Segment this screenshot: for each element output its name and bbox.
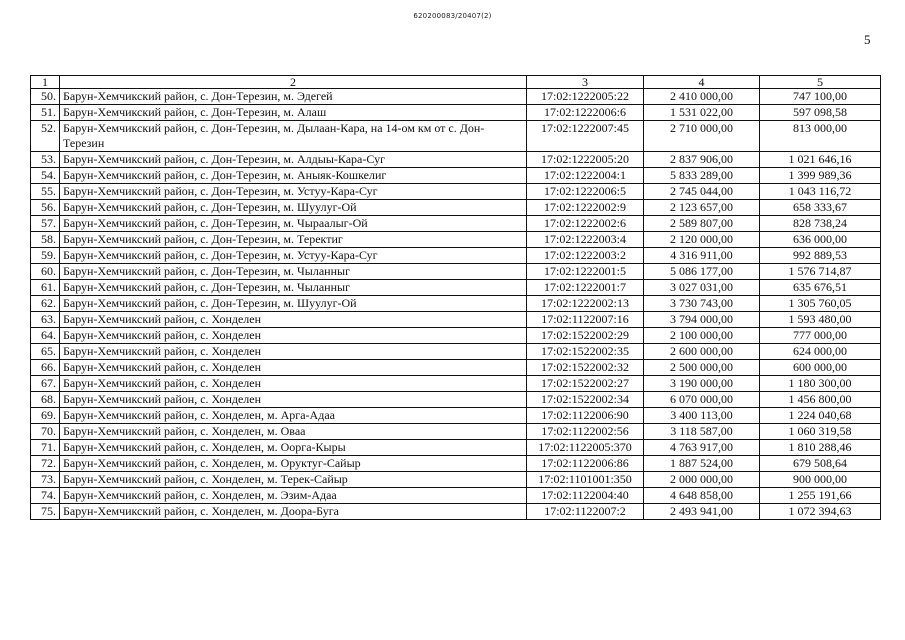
value-cell: 1 255 191,66 <box>760 488 881 504</box>
value-cell: 777 000,00 <box>760 328 881 344</box>
value-cell: 1 399 989,36 <box>760 168 881 184</box>
cadastral-number: 17:02:1222007:45 <box>527 121 644 152</box>
row-number: 60. <box>31 264 60 280</box>
table-row <box>31 328 881 344</box>
row-number: 52. <box>31 121 60 152</box>
cadastral-number: 17:02:1522002:32 <box>527 360 644 376</box>
cadastral-number: 17:02:1222006:5 <box>527 184 644 200</box>
location-name: Барун-Хемчикский район, с. Дон-Терезин, м. Теректиг <box>60 232 527 248</box>
location-name: Барун-Хемчикский район, с. Хонделен, м. Терек-Сайыр <box>60 472 527 488</box>
row-number: 71. <box>31 440 60 456</box>
value-cell: 3 400 113,00 <box>644 408 760 424</box>
cadastral-number: 17:02:1122006:86 <box>527 456 644 472</box>
table-row <box>31 216 881 232</box>
location-name: Барун-Хемчикский район, с. Хонделен <box>60 328 527 344</box>
location-name: Барун-Хемчикский район, с. Хонделен <box>60 392 527 408</box>
table-row <box>31 89 881 105</box>
cadastral-number: 17:02:1222003:4 <box>527 232 644 248</box>
value-cell: 5 086 177,00 <box>644 264 760 280</box>
location-name: Барун-Хемчикский район, с. Дон-Терезин, м. Дылаан-Кара, на 14-ом км от с. Дон-Терезин <box>60 121 527 152</box>
cadastral-number: 17:02:1222002:6 <box>527 216 644 232</box>
value-cell: 1 072 394,63 <box>760 504 881 520</box>
value-cell: 2 410 000,00 <box>644 89 760 105</box>
location-name: Барун-Хемчикский район, с. Хонделен <box>60 344 527 360</box>
value-cell: 1 060 319,58 <box>760 424 881 440</box>
value-cell: 658 333,67 <box>760 200 881 216</box>
value-cell: 1 305 760,05 <box>760 296 881 312</box>
cadastral-number: 17:02:1222002:9 <box>527 200 644 216</box>
row-number: 53. <box>31 152 60 168</box>
value-cell: 3 118 587,00 <box>644 424 760 440</box>
column-header: 1 <box>31 76 60 89</box>
value-cell: 1 576 714,87 <box>760 264 881 280</box>
row-number: 51. <box>31 105 60 121</box>
cadastral-number: 17:02:1122007:16 <box>527 312 644 328</box>
row-number: 67. <box>31 376 60 392</box>
cadastral-number: 17:02:1222002:13 <box>527 296 644 312</box>
table-row <box>31 472 881 488</box>
value-cell: 828 738,24 <box>760 216 881 232</box>
cadastral-number: 17:02:1222001:5 <box>527 264 644 280</box>
value-cell: 3 190 000,00 <box>644 376 760 392</box>
row-number: 57. <box>31 216 60 232</box>
value-cell: 5 833 289,00 <box>644 168 760 184</box>
value-cell: 635 676,51 <box>760 280 881 296</box>
table-row <box>31 344 881 360</box>
row-number: 63. <box>31 312 60 328</box>
row-number: 70. <box>31 424 60 440</box>
location-name: Барун-Хемчикский район, с. Дон-Терезин, м. Алдыы-Кара-Суг <box>60 152 527 168</box>
cadastral-number: 17:02:1122004:40 <box>527 488 644 504</box>
table-row <box>31 456 881 472</box>
value-cell: 1 224 040,68 <box>760 408 881 424</box>
value-cell: 1 180 300,00 <box>760 376 881 392</box>
value-cell: 2 745 044,00 <box>644 184 760 200</box>
row-number: 73. <box>31 472 60 488</box>
value-cell: 992 889,53 <box>760 248 881 264</box>
row-number: 69. <box>31 408 60 424</box>
table-row <box>31 376 881 392</box>
column-header: 3 <box>527 76 644 89</box>
value-cell: 1 887 524,00 <box>644 456 760 472</box>
value-cell: 1 043 116,72 <box>760 184 881 200</box>
page-number: 5 <box>864 32 871 47</box>
cadastral-number: 17:02:1522002:35 <box>527 344 644 360</box>
location-name: Барун-Хемчикский район, с. Хонделен, м. Эзим-Адаа <box>60 488 527 504</box>
table-row <box>31 280 881 296</box>
table-row <box>31 312 881 328</box>
row-number: 66. <box>31 360 60 376</box>
cadastral-number: 17:02:1122002:56 <box>527 424 644 440</box>
value-cell: 1 456 800,00 <box>760 392 881 408</box>
row-number: 65. <box>31 344 60 360</box>
table-row <box>31 168 881 184</box>
value-cell: 2 589 807,00 <box>644 216 760 232</box>
location-name: Барун-Хемчикский район, с. Дон-Терезин, м. Чыраалыг-Ой <box>60 216 527 232</box>
value-cell: 2 000 000,00 <box>644 472 760 488</box>
value-cell: 679 508,64 <box>760 456 881 472</box>
table-row <box>31 232 881 248</box>
table-row <box>31 105 881 121</box>
value-cell: 597 098,58 <box>760 105 881 121</box>
cadastral-number: 17:02:1122005:370 <box>527 440 644 456</box>
row-number: 58. <box>31 232 60 248</box>
value-cell: 2 100 000,00 <box>644 328 760 344</box>
location-name: Барун-Хемчикский район, с. Дон-Терезин, м. Аныяк-Кошкелиг <box>60 168 527 184</box>
value-cell: 2 837 906,00 <box>644 152 760 168</box>
table-row <box>31 200 881 216</box>
document-id: 620200083/20407(2) <box>413 12 492 20</box>
table-row <box>31 152 881 168</box>
location-name: Барун-Хемчикский район, с. Дон-Терезин, м. Чыланныг <box>60 280 527 296</box>
row-number: 75. <box>31 504 60 520</box>
location-name: Барун-Хемчикский район, с. Хонделен <box>60 360 527 376</box>
location-name: Барун-Хемчикский район, с. Дон-Терезин, м. Чыланныг <box>60 264 527 280</box>
row-number: 64. <box>31 328 60 344</box>
row-number: 50. <box>31 89 60 105</box>
value-cell: 1 531 022,00 <box>644 105 760 121</box>
cadastral-number: 17:02:1222005:22 <box>527 89 644 105</box>
row-number: 56. <box>31 200 60 216</box>
cadastral-number: 17:02:1222003:2 <box>527 248 644 264</box>
cadastral-number: 17:02:1122007:2 <box>527 504 644 520</box>
column-header: 5 <box>760 76 881 89</box>
location-name: Барун-Хемчикский район, с. Хонделен, м. Доора-Буга <box>60 504 527 520</box>
location-name: Барун-Хемчикский район, с. Дон-Терезин, м. Устуу-Кара-Суг <box>60 184 527 200</box>
cadastral-number: 17:02:1222006:6 <box>527 105 644 121</box>
table-row <box>31 504 881 520</box>
table-row <box>31 248 881 264</box>
value-cell: 624 000,00 <box>760 344 881 360</box>
location-name: Барун-Хемчикский район, с. Дон-Терезин, м. Устуу-Кара-Суг <box>60 248 527 264</box>
table-row <box>31 184 881 200</box>
column-header: 2 <box>60 76 527 89</box>
value-cell: 636 000,00 <box>760 232 881 248</box>
table-row <box>31 296 881 312</box>
value-cell: 2 123 657,00 <box>644 200 760 216</box>
value-cell: 4 648 858,00 <box>644 488 760 504</box>
cadastral-number: 17:02:1522002:27 <box>527 376 644 392</box>
row-number: 72. <box>31 456 60 472</box>
value-cell: 2 493 941,00 <box>644 504 760 520</box>
location-name: Барун-Хемчикский район, с. Хонделен, м. Оваа <box>60 424 527 440</box>
value-cell: 1 593 480,00 <box>760 312 881 328</box>
cadastral-number: 17:02:1522002:34 <box>527 392 644 408</box>
location-name: Барун-Хемчикский район, с. Хонделен <box>60 312 527 328</box>
table-row <box>31 121 881 152</box>
value-cell: 4 316 911,00 <box>644 248 760 264</box>
value-cell: 2 710 000,00 <box>644 121 760 152</box>
row-number: 74. <box>31 488 60 504</box>
table-row <box>31 360 881 376</box>
row-number: 68. <box>31 392 60 408</box>
cadastral-number: 17:02:1101001:350 <box>527 472 644 488</box>
table-row <box>31 424 881 440</box>
value-cell: 600 000,00 <box>760 360 881 376</box>
cadastral-number: 17:02:1122006:90 <box>527 408 644 424</box>
value-cell: 3 730 743,00 <box>644 296 760 312</box>
cadastral-number: 17:02:1222004:1 <box>527 168 644 184</box>
location-name: Барун-Хемчикский район, с. Хонделен, м. Оруктуг-Сайыр <box>60 456 527 472</box>
value-cell: 2 500 000,00 <box>644 360 760 376</box>
table-row <box>31 440 881 456</box>
table-body <box>31 89 881 520</box>
value-cell: 2 120 000,00 <box>644 232 760 248</box>
row-number: 59. <box>31 248 60 264</box>
cadastral-number: 17:02:1222005:20 <box>527 152 644 168</box>
cadastral-number: 17:02:1522002:29 <box>527 328 644 344</box>
value-cell: 4 763 917,00 <box>644 440 760 456</box>
column-header: 4 <box>644 76 760 89</box>
location-name: Барун-Хемчикский район, с. Дон-Терезин, м. Алаш <box>60 105 527 121</box>
table-row <box>31 408 881 424</box>
table-header-row <box>31 76 881 89</box>
value-cell: 747 100,00 <box>760 89 881 105</box>
row-number: 55. <box>31 184 60 200</box>
value-cell: 3 027 031,00 <box>644 280 760 296</box>
location-name: Барун-Хемчикский район, с. Дон-Терезин, м. Шуулуг-Ой <box>60 296 527 312</box>
value-cell: 3 794 000,00 <box>644 312 760 328</box>
value-cell: 6 070 000,00 <box>644 392 760 408</box>
value-cell: 2 600 000,00 <box>644 344 760 360</box>
value-cell: 813 000,00 <box>760 121 881 152</box>
location-name: Барун-Хемчикский район, с. Хонделен <box>60 376 527 392</box>
location-name: Барун-Хемчикский район, с. Дон-Терезин, м. Эдегей <box>60 89 527 105</box>
data-table <box>30 75 881 520</box>
value-cell: 900 000,00 <box>760 472 881 488</box>
location-name: Барун-Хемчикский район, с. Хонделен, м. Оорга-Кыры <box>60 440 527 456</box>
row-number: 62. <box>31 296 60 312</box>
table-row <box>31 264 881 280</box>
table-row <box>31 488 881 504</box>
table-row <box>31 392 881 408</box>
location-name: Барун-Хемчикский район, с. Хонделен, м. Арга-Адаа <box>60 408 527 424</box>
location-name: Барун-Хемчикский район, с. Дон-Терезин, м. Шуулуг-Ой <box>60 200 527 216</box>
row-number: 54. <box>31 168 60 184</box>
value-cell: 1 021 646,16 <box>760 152 881 168</box>
row-number: 61. <box>31 280 60 296</box>
cadastral-number: 17:02:1222001:7 <box>527 280 644 296</box>
value-cell: 1 810 288,46 <box>760 440 881 456</box>
